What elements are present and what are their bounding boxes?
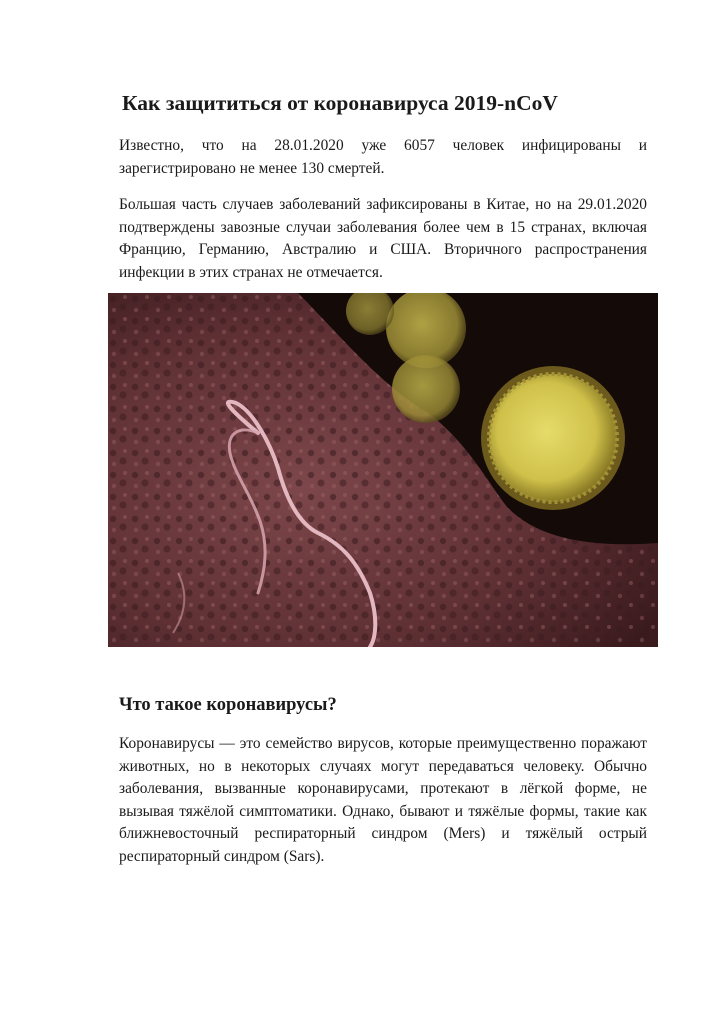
intro-paragraph-1: Известно, что на 28.01.2020 уже 6057 человек инфицированы и зарегистрировано не менее 130 смертей.	[119, 137, 647, 177]
virus-particle-small-2	[392, 355, 460, 423]
section-heading: Что такое коронавирусы?	[119, 695, 337, 715]
page-title: Как защититься от коронавируса 2019-nCoV	[122, 91, 558, 115]
section-paragraph: Коронавирусы — это семейство вирусов, которые преимущественно поражают животных, но в некоторых случаях могут передаваться человеку. Обычно заболевания, вызванные коронавирусами, протекают в лёгкой форме, не вызывая тяжёлой симптоматики. Однако, бывают и тяжёлые формы, такие как ближневосточный респираторный синдром (Mers) и тяжёлый острый респираторный синдром (Sars).	[119, 735, 647, 865]
coronavirus-micrograph-image	[108, 293, 658, 647]
intro-paragraph-2: Большая часть случаев заболеваний зафиксированы в Китае, но на 29.01.2020 подтверждены завозные случаи заболевания более чем в 15 странах, включая Францию, Германию, Австралию и США. Вторичного распространения инфекции в этих странах не отмечается.	[119, 196, 647, 281]
